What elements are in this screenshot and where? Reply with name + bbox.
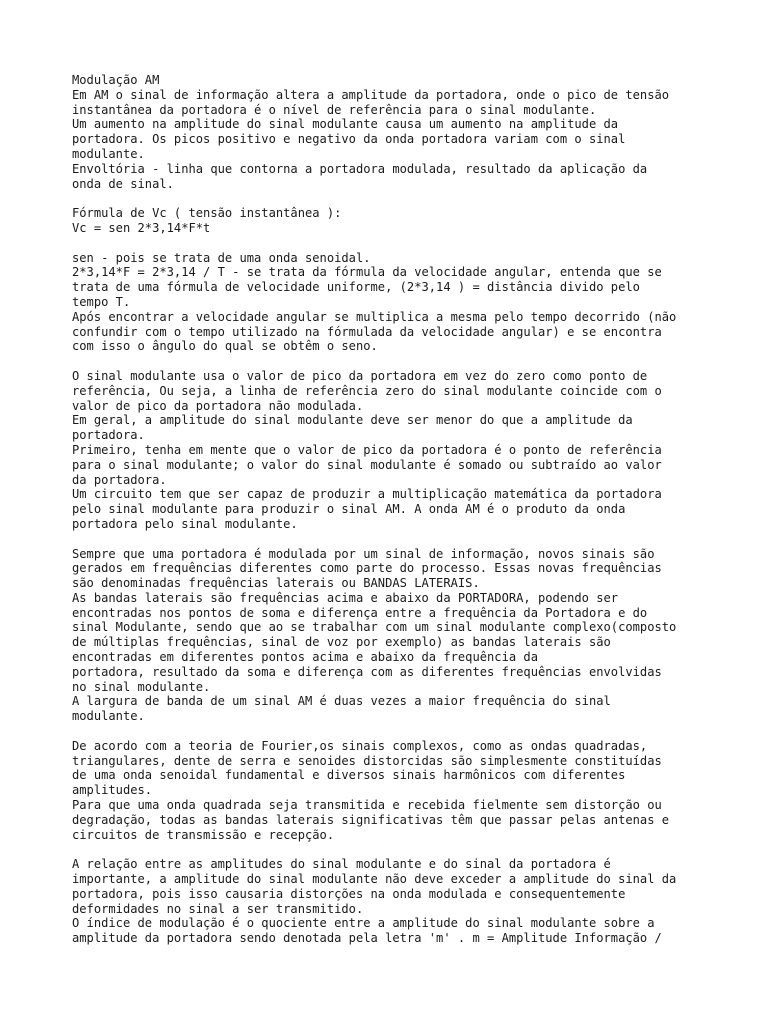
text-line: portadora, resultado da soma e diferença com as diferentes frequências envolvidas [72,664,662,679]
text-line: Em AM o sinal de informação altera a amplitude da portadora, onde o pico de tensão [72,87,670,102]
text-line: encontradas nos pontos de soma e diferença entre a frequência da Portadora e do [72,605,648,620]
text-line [72,354,712,369]
text-line: A relação entre as amplitudes do sinal modulante e do sinal da portadora é [72,857,611,872]
text-line: degradação, todas as bandas laterais significativas têm que passar pelas antenas e [72,812,670,827]
text-line [72,532,712,547]
text-line: portadora pelo sinal modulante. [72,516,298,531]
text-line [72,724,712,739]
text-line: onda de sinal. [72,176,174,191]
text-line: Modulação AM [72,73,160,87]
text-line: referência, Ou seja, a linha de referência zero do sinal modulante coincide com o [72,383,662,398]
text-line: sinal Modulante, sendo que ao se trabalhar com um sinal modulante complexo(composto [72,620,677,635]
text-line: da portadora. [72,472,167,487]
text-line: Em geral, a amplitude do sinal modulante deve ser menor do que a amplitude da [72,413,633,428]
text-line: trata de uma fórmula de velocidade uniforme, (2*3,14 ) = distância divido pelo [72,280,640,295]
text-line: As bandas laterais são frequências acima e abaixo da PORTADORA, podendo ser [72,590,619,605]
text-line: no sinal modulante. [72,679,211,694]
text-line: Um aumento na amplitude do sinal modulante causa um aumento na amplitude da [72,117,619,132]
text-line: portadora. Os picos positivo e negativo da onda portadora variam com o sinal [72,132,626,147]
text-line: confundir com o tempo utilizado na fórmulada da velocidade angular) e se encontra [72,324,662,339]
text-line: Envoltória - linha que contorna a portadora modulada, resultado da aplicação da [72,161,648,176]
text-line: de uma onda senoidal fundamental e diversos sinais harmônicos com diferentes [72,768,626,783]
text-line: pelo sinal modulante para produzir o sinal AM. A onda AM é o produto da onda [72,502,626,517]
text-line: gerados em frequências diferentes como parte do processo. Essas novas frequências [72,561,662,576]
text-line: tempo T. [72,294,131,309]
text-line: Sempre que uma portadora é modulada por um sinal de informação, novos sinais são [72,546,655,561]
text-line: circuitos de transmissão e recepção. [72,827,335,842]
text-line: 2*3,14*F = 2*3,14 / T - se trata da fórmula da velocidade angular, entenda que se [72,265,662,280]
text-line: para o sinal modulante; o valor do sinal modulante é somado ou subtraído ao valor [72,457,662,472]
text-line: Vc = sen 2*3,14*F*t [72,220,211,235]
text-line: portadora. [72,428,145,443]
text-line: Um circuito tem que ser capaz de produzir a multiplicação matemática da portadora [72,487,662,502]
text-line: modulante. [72,146,145,161]
text-line: sen - pois se trata de uma onda senoidal. [72,250,371,265]
text-line: amplitude da portadora sendo denotada pela letra 'm' . m = Amplitude Informação / [72,931,662,946]
text-line: O sinal modulante usa o valor de pico da portadora em vez do zero como ponto de [72,368,648,383]
text-line: com isso o ângulo do qual se obtêm o seno. [72,339,378,354]
text-line: modulante. [72,709,145,724]
text-line: O índice de modulação é o quociente entre a amplitude do sinal modulante sobre a [72,916,655,931]
text-line: de múltiplas frequências, sinal de voz por exemplo) as bandas laterais são [72,635,611,650]
text-line: Após encontrar a velocidade angular se multiplica a mesma pelo tempo decorrido (não [72,309,677,324]
text-line: importante, a amplitude do sinal modulante não deve exceder a amplitude do sinal da [72,872,677,887]
text-line: portadora, pois isso causaria distorções na onda modulada e consequentemente [72,886,626,901]
text-line [72,191,712,206]
text-line: amplitudes. [72,783,153,798]
text-line: Para que uma onda quadrada seja transmitida e recebida fielmente sem distorção ou [72,798,662,813]
text-line [72,842,712,857]
document-page [72,73,712,946]
text-line: encontradas em diferentes pontos acima e abaixo da frequência da [72,650,538,665]
text-line: Fórmula de Vc ( tensão instantânea ): [72,206,342,221]
text-line: A largura de banda de um sinal AM é duas vezes a maior frequência do sinal [72,694,611,709]
text-line [72,236,712,251]
text-line: são denominadas frequências laterais ou BANDAS LATERAIS. [72,576,480,591]
text-line: deformidades no sinal a ser transmitido. [72,901,364,916]
text-line: De acordo com a teoria de Fourier,os sinais complexos, como as ondas quadradas, [72,738,648,753]
text-line: triangulares, dente de serra e senoides distorcidas são simplesmente constituídas [72,753,662,768]
text-line: valor de pico da portadora não modulada. [72,398,364,413]
text-line: Primeiro, tenha em mente que o valor de pico da portadora é o ponto de referência [72,442,662,457]
text-line: instantânea da portadora é o nível de referência para o sinal modulante. [72,102,597,117]
